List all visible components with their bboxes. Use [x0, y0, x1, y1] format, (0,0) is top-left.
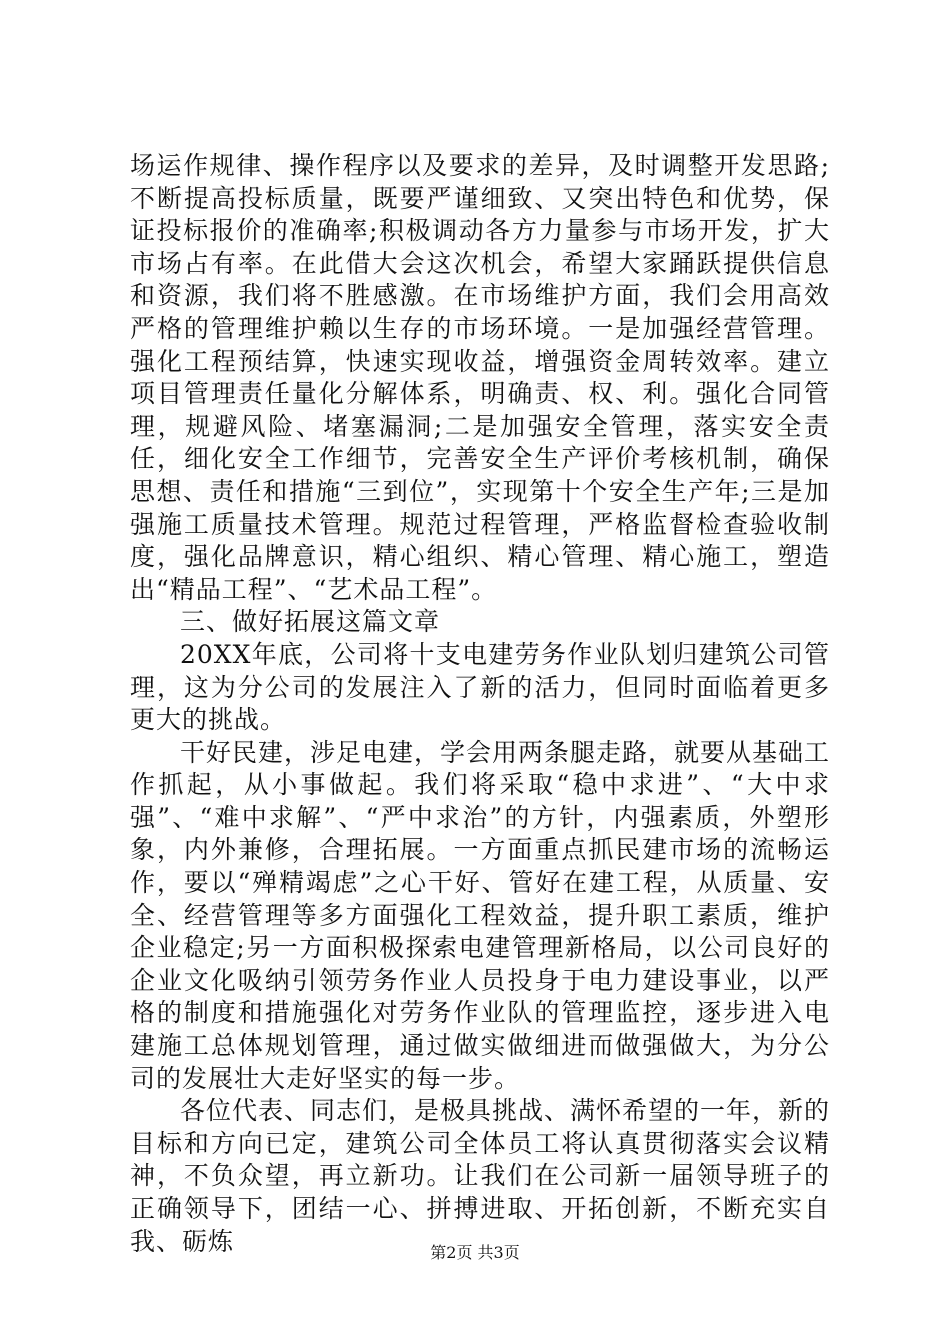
page-footer: 第2页 共3页	[430, 1243, 520, 1262]
paragraph-closing-address: 各位代表、同志们，是极具挑战、满怀希望的一年，新的目标和方向已定，建筑公司全体员工将认真贯彻落实会议精神，不负众望，再立新功。让我们在公司新一届领导班子的正确领导下，团结一心、拼搏进取、开拓创新，不断充实自我、砺炼	[130, 1096, 831, 1256]
paragraph-labor-teams: 20XX年底，公司将十支电建劳务作业队划归建筑公司管理，这为分公司的发展注入了新的活力，但同时面临着更多更大的挑战。	[130, 639, 830, 735]
document-body	[130, 150, 830, 1258]
section-heading-expansion: 三、做好拓展这篇文章	[180, 607, 441, 637]
paragraph-market-management: 场运作规律、操作程序以及要求的差异，及时调整开发思路;不断提高投标质量，既要严谨细致、又突出特色和优势，保证投标报价的准确率;积极调动各方力量参与市场开发，扩大市场占有率。在此借大会这次机会，希望大家踊跃提供信息和资源，我们将不胜感激。在市场维护方面，我们会用高效严格的管理维护赖以生存的市场环境。一是加强经营管理。强化工程预结算，快速实现收益，增强资金周转效率。建立项目管理责任量化分解体系，明确责、权、利。强化合同管理，规避风险、堵塞漏洞;二是加强安全管理，落实安全责任，细化安全工作细节，完善安全生产评价考核机制，确保思想、责任和措施“三到位”，实现第十个安全生产年;三是加强施工质量技术管理。规范过程管理，严格监督检查验收制度，强化品牌意识，精心组织、精心管理、精心施工，塑造出“精品工程”、“艺术品工程”。	[130, 151, 830, 604]
paragraph-civil-electrical: 干好民建，涉足电建，学会用两条腿走路，就要从基础工作抓起，从小事做起。我们将采取“稳中求进”、“大中求强”、“难中求解”、“严中求治”的方针，内强素质，外塑形象，内外兼修，合理拓展。一方面重点抓民建市场的流畅运作，要以“殚精竭虑”之心干好、管好在建工程，从质量、安全、经营管理等多方面强化工程效益，提升职工素质，维护企业稳定;另一方面积极探索电建管理新格局，以公司良好的企业文化吸纳引领劳务作业人员投身于电力建设事业，以严格的制度和措施强化对劳务作业队的管理监控，逐步进入电建施工总体规划管理，通过做实做细进而做强做大，为分公司的发展壮大走好坚实的每一步。	[130, 737, 831, 1093]
